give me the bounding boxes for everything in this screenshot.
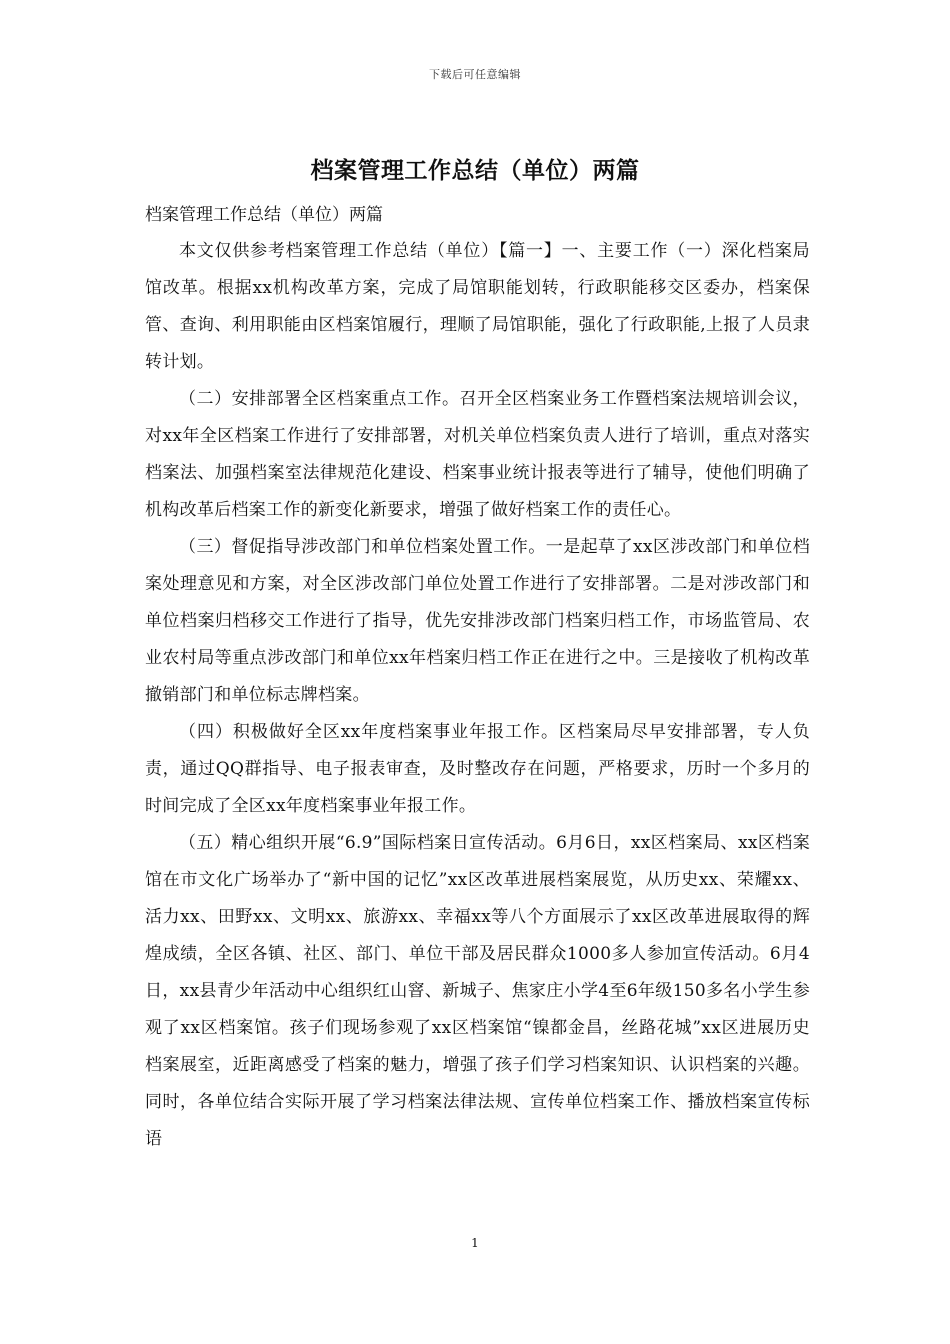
paragraph-3: （三）督促指导涉改部门和单位档案处置工作。一是起草了xx区涉改部门和单位档案处理意见和方案，对全区涉改部门单位处置工作进行了安排部署。二是对涉改部门和单位档案归档移交工作进行了指导，优先安排涉改部门档案归档工作，市场监管局、农业农村局等重点涉改部门和单位xx年档案归档工作正在进行之中。三是接收了机构改革撤销部门和单位标志牌档案。 [145, 537, 810, 705]
document-body [145, 233, 810, 1158]
paragraph-2: （二）安排部署全区档案重点工作。召开全区档案业务工作暨档案法规培训会议，对xx年全区档案工作进行了安排部署，对机关单位档案负责人进行了培训，重点对落实档案法、加强档案室法律规范化建设、档案事业统计报表等进行了辅导，使他们明确了机构改革后档案工作的新变化新要求，增强了做好档案工作的责任心。 [145, 389, 810, 520]
page-number: 1 [471, 1236, 479, 1250]
paragraph-1: 本文仅供参考档案管理工作总结（单位）【篇一】一、主要工作（一）深化档案局馆改革。根据xx机构改革方案，完成了局馆职能划转，行政职能移交区委办，档案保管、查询、利用职能由区档案馆履行，理顺了局馆职能，强化了行政职能,上报了人员隶转计划。 [145, 241, 810, 372]
header-note: 下载后可任意编辑 [429, 68, 521, 81]
paragraph-4: （四）积极做好全区xx年度档案事业年报工作。区档案局尽早安排部署，专人负责，通过QQ群指导、电子报表审查，及时整改存在问题，严格要求，历时一个多月的时间完成了全区xx年度档案事业年报工作。 [145, 722, 810, 816]
document-subtitle: 档案管理工作总结（单位）两篇 [145, 205, 383, 225]
paragraph-5: （五）精心组织开展“6.9”国际档案日宣传活动。6月6日，xx区档案局、xx区档案馆在市文化广场举办了“新中国的记忆”xx区改革进展档案展览，从历史xx、荣耀xx、活力xx、田野xx、文明xx、旅游xx、幸福xx等八个方面展示了xx区改革进展取得的辉煌成绩，全区各镇、社区、部门、单位干部及居民群众1000多人参加宣传活动。6月4日，xx县青少年活动中心组织红山窨、新城子、焦家庄小学4至6年级150多名小学生参观了xx区档案馆。孩子们现场参观了xx区档案馆“镍都金昌，丝路花城”xx区进展历史档案展室，近距离感受了档案的魅力，增强了孩子们学习档案知识、认识档案的兴趣。同时，各单位结合实际开展了学习档案法律法规、宣传单位档案工作、播放档案宣传标语 [145, 833, 810, 1149]
document-title: 档案管理工作总结（单位）两篇 [310, 157, 640, 184]
